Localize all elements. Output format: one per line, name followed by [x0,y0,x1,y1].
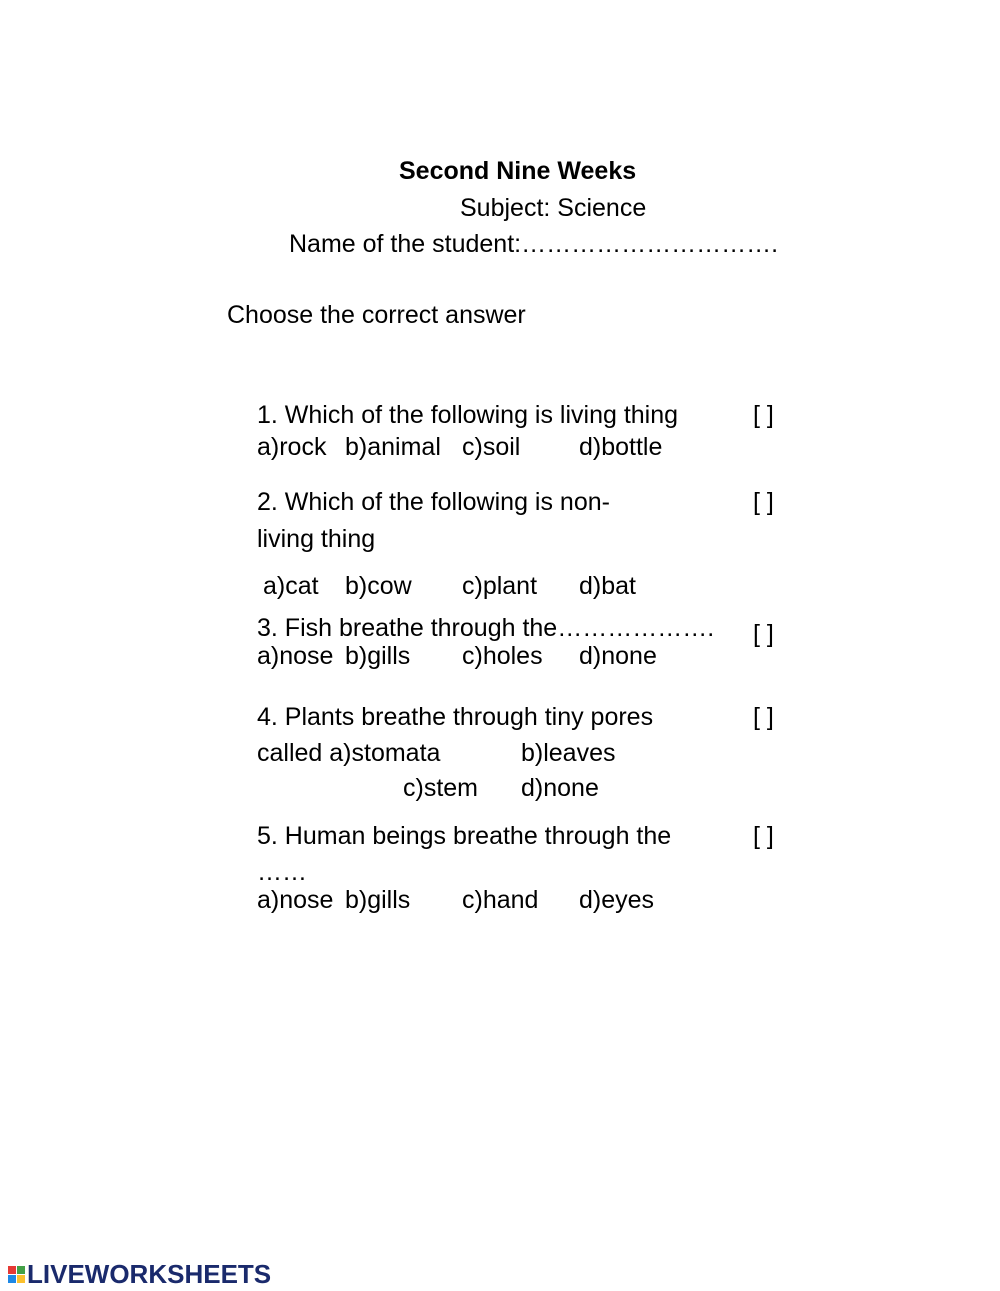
option-a: a)cat [263,572,319,600]
answer-bracket[interactable]: [ ] [753,401,774,429]
liveworksheets-logo [8,1259,272,1289]
answer-bracket[interactable]: [ ] [753,620,774,648]
answer-bracket[interactable]: [ ] [753,488,774,516]
option-d: d)bat [579,572,636,600]
subject-label: Subject: Science [460,194,647,222]
logo-square-icon [17,1266,25,1274]
logo-grid-icon [8,1266,25,1283]
question-text: 4. Plants breathe through tiny pores [257,703,654,731]
option-b: b)cow [345,572,412,600]
question-text: 3. Fish breathe through the………………. [257,614,715,642]
question-text: 1. Which of the following is living thing [257,401,679,429]
option-b: b)gills [345,886,411,914]
option-d: d)eyes [579,886,655,914]
option-d: d)none [521,774,599,802]
logo-square-icon [17,1275,25,1283]
option-c: c)holes [462,642,543,670]
question-text-cont: …… [257,858,307,886]
option-d: d)bottle [579,433,663,461]
logo-text: LIVEWORKSHEETS [27,1259,272,1289]
answer-bracket[interactable]: [ ] [753,822,774,850]
instruction-text: Choose the correct answer [227,301,526,329]
option-c: c)hand [462,886,539,914]
question-text: 5. Human beings breathe through the [257,822,672,850]
logo-square-icon [8,1266,16,1274]
option-d: d)none [579,642,657,670]
option-a: a)rock [257,433,327,461]
option-b: b)animal [345,433,441,461]
option-b: b)gills [345,642,411,670]
option-c: c)plant [462,572,538,600]
option-a: a)nose [257,886,334,914]
option-c: c)stem [403,774,478,802]
page-title: Second Nine Weeks [399,157,637,185]
answer-bracket[interactable]: [ ] [753,703,774,731]
question-text-cont: living thing [257,525,376,553]
question-text-cont: called a)stomata [257,739,441,767]
student-name-field[interactable]: Name of the student:…………………………. [289,230,779,258]
logo-square-icon [8,1275,16,1283]
question-text: 2. Which of the following is non- [257,488,610,516]
option-a: a)nose [257,642,334,670]
option-b: b)leaves [521,739,616,767]
option-c: c)soil [462,433,521,461]
